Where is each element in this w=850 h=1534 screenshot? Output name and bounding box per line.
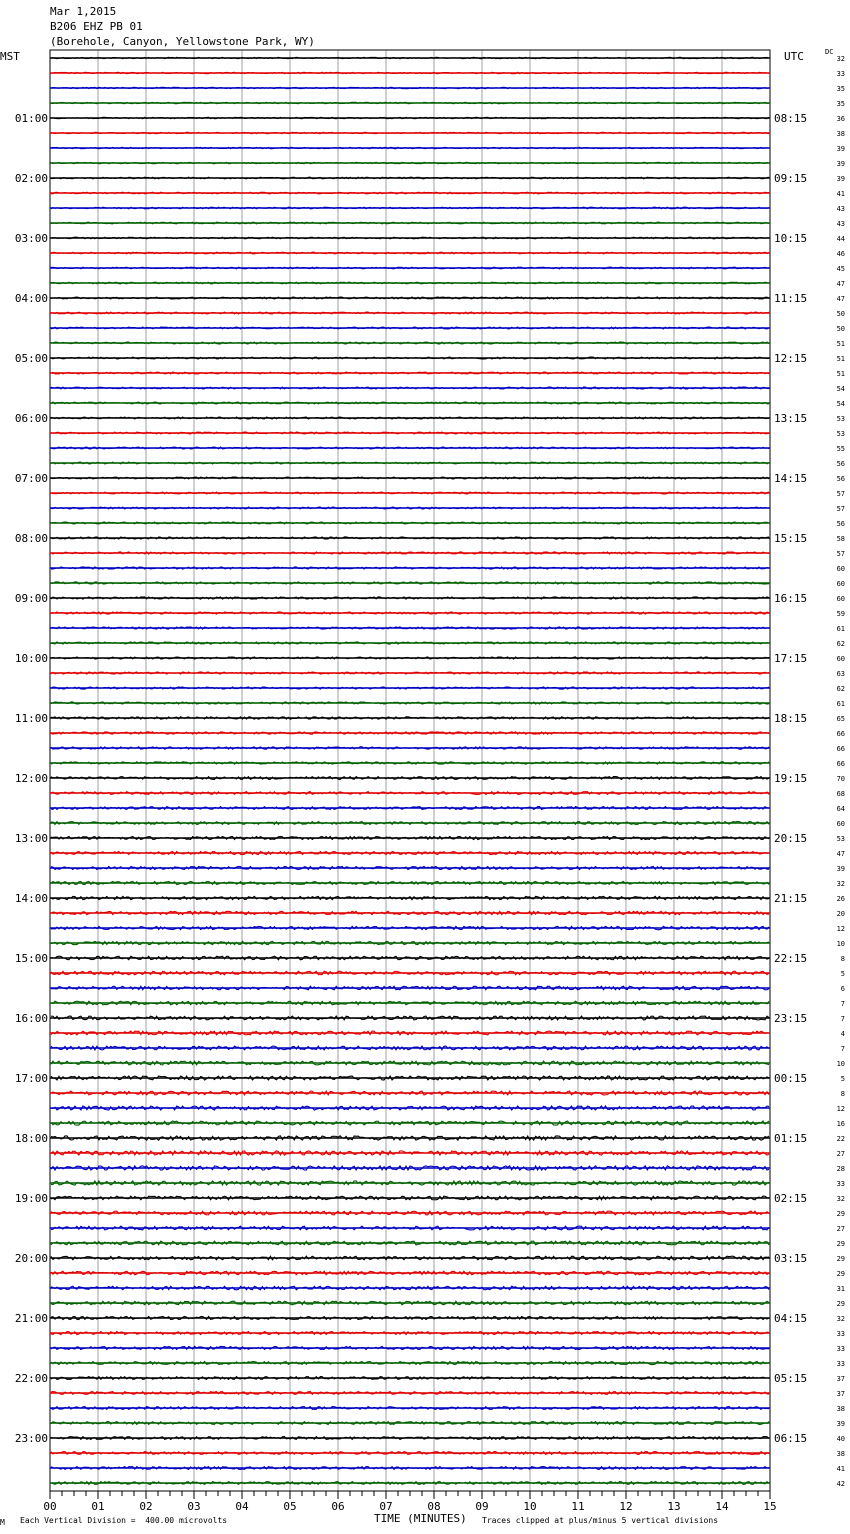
dc-offset-label: 29 xyxy=(836,1210,845,1218)
hour-label-left: 14:00 xyxy=(14,892,48,905)
hour-label-right: 21:15 xyxy=(774,892,808,905)
hour-label-left: 02:00 xyxy=(14,172,48,185)
dc-offset-label: 33 xyxy=(836,1360,845,1368)
hour-label-left: 04:00 xyxy=(14,292,48,305)
hour-label-right: 12:15 xyxy=(774,352,808,365)
hour-label-left: 21:00 xyxy=(14,1312,48,1325)
hour-label-left: 13:00 xyxy=(14,832,48,845)
dc-offset-label: 56 xyxy=(836,520,845,528)
hour-label-left: 18:00 xyxy=(14,1132,48,1145)
dc-offset-label: 63 xyxy=(836,670,845,678)
x-axis-title: TIME (MINUTES) xyxy=(374,1512,467,1525)
hour-label-right: 18:15 xyxy=(774,712,808,725)
dc-offset-label: 56 xyxy=(836,475,845,483)
dc-offset-label: 54 xyxy=(836,385,845,393)
dc-offset-label: 45 xyxy=(836,265,845,273)
right-timezone-label: UTC xyxy=(784,50,804,63)
dc-offset-label: 59 xyxy=(836,610,845,618)
dc-offset-label: 35 xyxy=(836,85,845,93)
hour-label-right: 11:15 xyxy=(774,292,808,305)
dc-offset-label: 47 xyxy=(836,295,845,303)
dc-offset-label: 54 xyxy=(836,400,845,408)
dc-offset-label: 60 xyxy=(836,595,845,603)
x-tick-label: 00 xyxy=(43,1500,57,1513)
dc-offset-label: 37 xyxy=(836,1375,845,1383)
dc-offset-label: 39 xyxy=(836,160,845,168)
dc-offset-label: 61 xyxy=(836,625,845,633)
hour-label-left: 22:00 xyxy=(14,1372,48,1385)
dc-offset-label: 51 xyxy=(836,355,845,363)
dc-offset-label: 44 xyxy=(836,235,845,243)
hour-label-right: 00:15 xyxy=(774,1072,808,1085)
hour-label-right: 23:15 xyxy=(774,1012,808,1025)
hour-label-right: 02:15 xyxy=(774,1192,808,1205)
corner-mark: M xyxy=(0,1518,5,1527)
x-tick-label: 11 xyxy=(571,1500,585,1513)
hour-label-right: 14:15 xyxy=(774,472,808,485)
dc-offset-label: 39 xyxy=(836,145,845,153)
dc-offset-label: 32 xyxy=(836,55,845,63)
dc-offset-label: 26 xyxy=(836,895,845,903)
hour-label-right: 08:15 xyxy=(774,112,808,125)
dc-offset-label: 12 xyxy=(836,925,845,933)
hour-label-left: 15:00 xyxy=(14,952,48,965)
dc-offset-label: 41 xyxy=(836,190,845,198)
location-label: (Borehole, Canyon, Yellowstone Park, WY) xyxy=(50,35,315,48)
hour-label-left: 16:00 xyxy=(14,1012,48,1025)
dc-offset-label: 20 xyxy=(836,910,845,918)
dc-offset-label: 31 xyxy=(836,1285,845,1293)
dc-offset-label: 62 xyxy=(836,640,845,648)
x-tick-label: 12 xyxy=(619,1500,633,1513)
dc-offset-label: 43 xyxy=(836,220,845,228)
dc-offset-label: 51 xyxy=(836,370,845,378)
left-timezone-label: MST xyxy=(0,50,20,63)
dc-offset-label: 6 xyxy=(840,985,845,993)
dc-offset-label: 27 xyxy=(836,1150,845,1158)
dc-offset-label: 55 xyxy=(836,445,845,453)
hour-label-left: 01:00 xyxy=(14,112,48,125)
vertical-division-note: Each Vertical Division = 400.00 microvolts xyxy=(20,1516,228,1525)
dc-offset-label: 39 xyxy=(836,865,845,873)
hour-label-right: 10:15 xyxy=(774,232,808,245)
hour-label-right: 04:15 xyxy=(774,1312,808,1325)
dc-offset-label: 41 xyxy=(836,1465,845,1473)
dc-offset-label: 7 xyxy=(840,1045,845,1053)
x-tick-label: 13 xyxy=(667,1500,681,1513)
dc-offset-label: 16 xyxy=(836,1120,845,1128)
dc-offset-label: 66 xyxy=(836,760,845,768)
dc-offset-label: 39 xyxy=(836,1420,845,1428)
hour-label-left: 05:00 xyxy=(14,352,48,365)
dc-offset-label: 61 xyxy=(836,700,845,708)
dc-offset-label: 53 xyxy=(836,835,845,843)
dc-offset-label: 33 xyxy=(836,1180,845,1188)
dc-offset-label: 29 xyxy=(836,1270,845,1278)
x-tick-label: 07 xyxy=(379,1500,393,1513)
dc-offset-label: 58 xyxy=(836,535,845,543)
dc-offset-label: 46 xyxy=(836,250,845,258)
dc-offset-label: 42 xyxy=(836,1480,845,1488)
dc-offset-label: 38 xyxy=(836,1405,845,1413)
dc-offset-label: 8 xyxy=(840,955,845,963)
x-tick-label: 15 xyxy=(763,1500,777,1513)
hour-label-right: 22:15 xyxy=(774,952,808,965)
hour-label-left: 08:00 xyxy=(14,532,48,545)
dc-offset-label: 51 xyxy=(836,340,845,348)
hour-label-right: 16:15 xyxy=(774,592,808,605)
hour-label-left: 09:00 xyxy=(14,592,48,605)
hour-label-left: 12:00 xyxy=(14,772,48,785)
dc-offset-label: 47 xyxy=(836,280,845,288)
hour-label-right: 17:15 xyxy=(774,652,808,665)
clip-note: Traces clipped at plus/minus 5 vertical divisions xyxy=(482,1516,719,1525)
dc-offset-label: 43 xyxy=(836,205,845,213)
dc-offset-label: 32 xyxy=(836,880,845,888)
x-tick-label: 04 xyxy=(235,1500,249,1513)
dc-offset-label: 7 xyxy=(840,1000,845,1008)
x-tick-label: 08 xyxy=(427,1500,441,1513)
dc-offset-label: 50 xyxy=(836,310,845,318)
dc-offset-label: 68 xyxy=(836,790,845,798)
dc-offset-label: 56 xyxy=(836,460,845,468)
date-label: Mar 1,2015 xyxy=(50,5,117,18)
dc-offset-label: 66 xyxy=(836,730,845,738)
dc-offset-label: 38 xyxy=(836,130,845,138)
dc-offset-label: 60 xyxy=(836,565,845,573)
dc-offset-label: 39 xyxy=(836,175,845,183)
dc-offset-label: 66 xyxy=(836,745,845,753)
x-tick-label: 05 xyxy=(283,1500,297,1513)
dc-offset-label: 32 xyxy=(836,1315,845,1323)
dc-offset-label: 33 xyxy=(836,1330,845,1338)
x-tick-label: 10 xyxy=(523,1500,537,1513)
hour-label-left: 07:00 xyxy=(14,472,48,485)
hour-label-right: 05:15 xyxy=(774,1372,808,1385)
hour-label-left: 20:00 xyxy=(14,1252,48,1265)
hour-label-left: 17:00 xyxy=(14,1072,48,1085)
dc-offset-label: 60 xyxy=(836,655,845,663)
hour-label-left: 06:00 xyxy=(14,412,48,425)
x-tick-label: 01 xyxy=(91,1500,105,1513)
hour-label-left: 23:00 xyxy=(14,1432,48,1445)
dc-offset-label: 29 xyxy=(836,1255,845,1263)
dc-offset-label: 10 xyxy=(836,940,845,948)
dc-offset-label: 60 xyxy=(836,820,845,828)
hour-label-right: 06:15 xyxy=(774,1432,808,1445)
dc-offset-label: 10 xyxy=(836,1060,845,1068)
hour-label-right: 03:15 xyxy=(774,1252,808,1265)
dc-offset-label: 33 xyxy=(836,1345,845,1353)
dc-offset-label: 57 xyxy=(836,490,845,498)
dc-offset-label: 5 xyxy=(840,1075,845,1083)
dc-offset-label: 4 xyxy=(840,1030,845,1038)
dc-offset-label: 32 xyxy=(836,1195,845,1203)
hour-label-right: 20:15 xyxy=(774,832,808,845)
x-tick-label: 06 xyxy=(331,1500,345,1513)
dc-offset-label: 22 xyxy=(836,1135,845,1143)
hour-label-left: 11:00 xyxy=(14,712,48,725)
dc-offset-label: 57 xyxy=(836,505,845,513)
dc-offset-label: 38 xyxy=(836,1450,845,1458)
station-label: B206 EHZ PB 01 xyxy=(50,20,143,33)
x-tick-label: 03 xyxy=(187,1500,201,1513)
dc-offset-label: 28 xyxy=(836,1165,845,1173)
hour-label-right: 15:15 xyxy=(774,532,808,545)
dc-label: DC xyxy=(825,48,834,56)
dc-offset-label: 27 xyxy=(836,1225,845,1233)
x-tick-label: 02 xyxy=(139,1500,153,1513)
hour-label-left: 03:00 xyxy=(14,232,48,245)
hour-label-left: 19:00 xyxy=(14,1192,48,1205)
dc-offset-label: 50 xyxy=(836,325,845,333)
dc-offset-label: 33 xyxy=(836,70,845,78)
dc-offset-label: 65 xyxy=(836,715,845,723)
dc-offset-label: 5 xyxy=(840,970,845,978)
dc-offset-label: 36 xyxy=(836,115,845,123)
hour-label-right: 13:15 xyxy=(774,412,808,425)
dc-offset-label: 37 xyxy=(836,1390,845,1398)
dc-offset-label: 53 xyxy=(836,415,845,423)
dc-offset-label: 7 xyxy=(840,1015,845,1023)
hour-label-right: 01:15 xyxy=(774,1132,808,1145)
dc-offset-label: 62 xyxy=(836,685,845,693)
dc-offset-label: 8 xyxy=(840,1090,845,1098)
dc-offset-label: 35 xyxy=(836,100,845,108)
dc-offset-label: 70 xyxy=(836,775,845,783)
hour-label-right: 19:15 xyxy=(774,772,808,785)
dc-offset-label: 12 xyxy=(836,1105,845,1113)
dc-offset-label: 40 xyxy=(836,1435,845,1443)
hour-label-left: 10:00 xyxy=(14,652,48,665)
dc-offset-label: 64 xyxy=(836,805,845,813)
dc-offset-label: 53 xyxy=(836,430,845,438)
dc-offset-label: 47 xyxy=(836,850,845,858)
dc-offset-label: 29 xyxy=(836,1240,845,1248)
dc-offset-label: 60 xyxy=(836,580,845,588)
dc-offset-label: 29 xyxy=(836,1300,845,1308)
hour-label-right: 09:15 xyxy=(774,172,808,185)
x-tick-label: 14 xyxy=(715,1500,729,1513)
x-tick-label: 09 xyxy=(475,1500,489,1513)
dc-offset-label: 57 xyxy=(836,550,845,558)
